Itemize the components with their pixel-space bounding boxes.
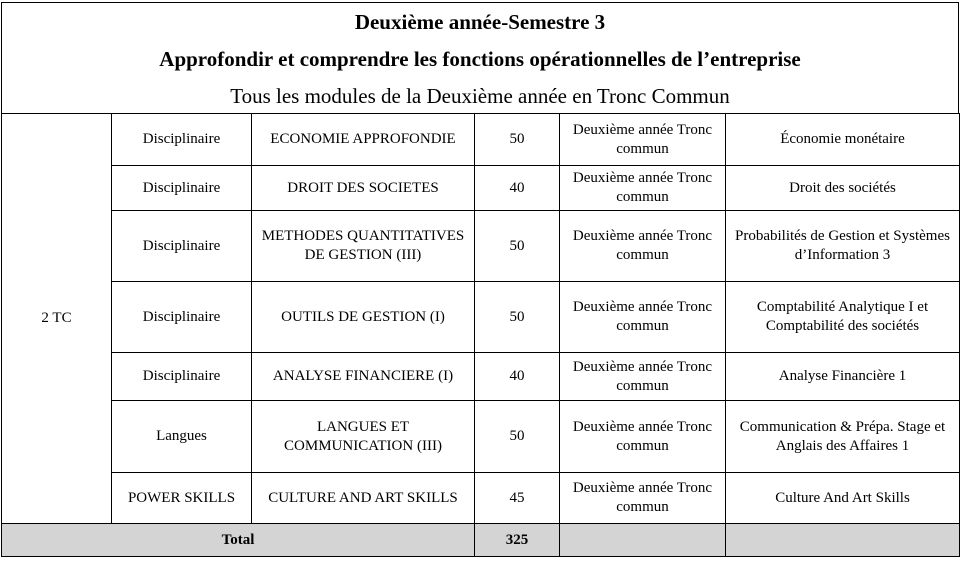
hours-cell: 45 (475, 473, 560, 524)
module-name-cell: ECONOMIE APPROFONDIE (252, 114, 475, 166)
module-type-cell: Langues (112, 401, 252, 473)
level-cell: Deuxième année Tronc commun (560, 282, 726, 353)
module-type-cell: Disciplinaire (112, 353, 252, 401)
hours-cell: 50 (475, 401, 560, 473)
table-row (2, 401, 960, 473)
course-cell: Probabilités de Gestion et Systèmes d’Information 3 (726, 211, 960, 282)
table-header (1, 2, 959, 113)
module-type-cell: Disciplinaire (112, 282, 252, 353)
hours-cell: 50 (475, 282, 560, 353)
level-cell: Deuxième année Tronc commun (560, 166, 726, 211)
total-empty-cell (726, 524, 960, 557)
module-type-cell: Disciplinaire (112, 114, 252, 166)
page-title: Deuxième année-Semestre 3 (354, 10, 606, 34)
module-name-cell: DROIT DES SOCIETES (252, 166, 475, 211)
table-row (2, 211, 960, 282)
hours-cell: 50 (475, 114, 560, 166)
module-type-cell: Disciplinaire (112, 211, 252, 282)
level-cell: Deuxième année Tronc commun (560, 353, 726, 401)
table-row (2, 353, 960, 401)
level-cell: Deuxième année Tronc commun (560, 211, 726, 282)
table-row (2, 473, 960, 524)
hours-cell: 40 (475, 166, 560, 211)
course-cell: Comptabilité Analytique I et Comptabilité des sociétés (726, 282, 960, 353)
table-row (2, 282, 960, 353)
module-type-cell: POWER SKILLS (112, 473, 252, 524)
level-cell: Deuxième année Tronc commun (560, 114, 726, 166)
hours-cell: 50 (475, 211, 560, 282)
course-cell: Culture And Art Skills (726, 473, 960, 524)
total-row (2, 524, 960, 557)
group-label-cell: 2 TC (2, 114, 112, 524)
curriculum-sheet (1, 2, 959, 557)
table-row (2, 114, 960, 166)
level-cell: Deuxième année Tronc commun (560, 473, 726, 524)
page-subtitle: Approfondir et comprendre les fonctions opérationnelles de l’entreprise (159, 47, 801, 71)
course-cell: Droit des sociétés (726, 166, 960, 211)
module-name-cell: METHODES QUANTITATIVES DE GESTION (III) (252, 211, 475, 282)
table-row (2, 166, 960, 211)
modules-table (1, 113, 960, 557)
total-empty-cell (560, 524, 726, 557)
course-cell: Analyse Financière 1 (726, 353, 960, 401)
module-name-cell: OUTILS DE GESTION (I) (252, 282, 475, 353)
module-name-cell: CULTURE AND ART SKILLS (252, 473, 475, 524)
total-hours: 325 (475, 524, 560, 557)
module-name-cell: ANALYSE FINANCIERE (I) (252, 353, 475, 401)
course-cell: Communication & Prépa. Stage et Anglais des Affaires 1 (726, 401, 960, 473)
page-note: Tous les modules de la Deuxième année en Tronc Commun (230, 84, 730, 108)
module-name-cell: LANGUES ET COMMUNICATION (III) (252, 401, 475, 473)
hours-cell: 40 (475, 353, 560, 401)
total-label: Total (2, 524, 475, 557)
course-cell: Économie monétaire (726, 114, 960, 166)
level-cell: Deuxième année Tronc commun (560, 401, 726, 473)
module-type-cell: Disciplinaire (112, 166, 252, 211)
